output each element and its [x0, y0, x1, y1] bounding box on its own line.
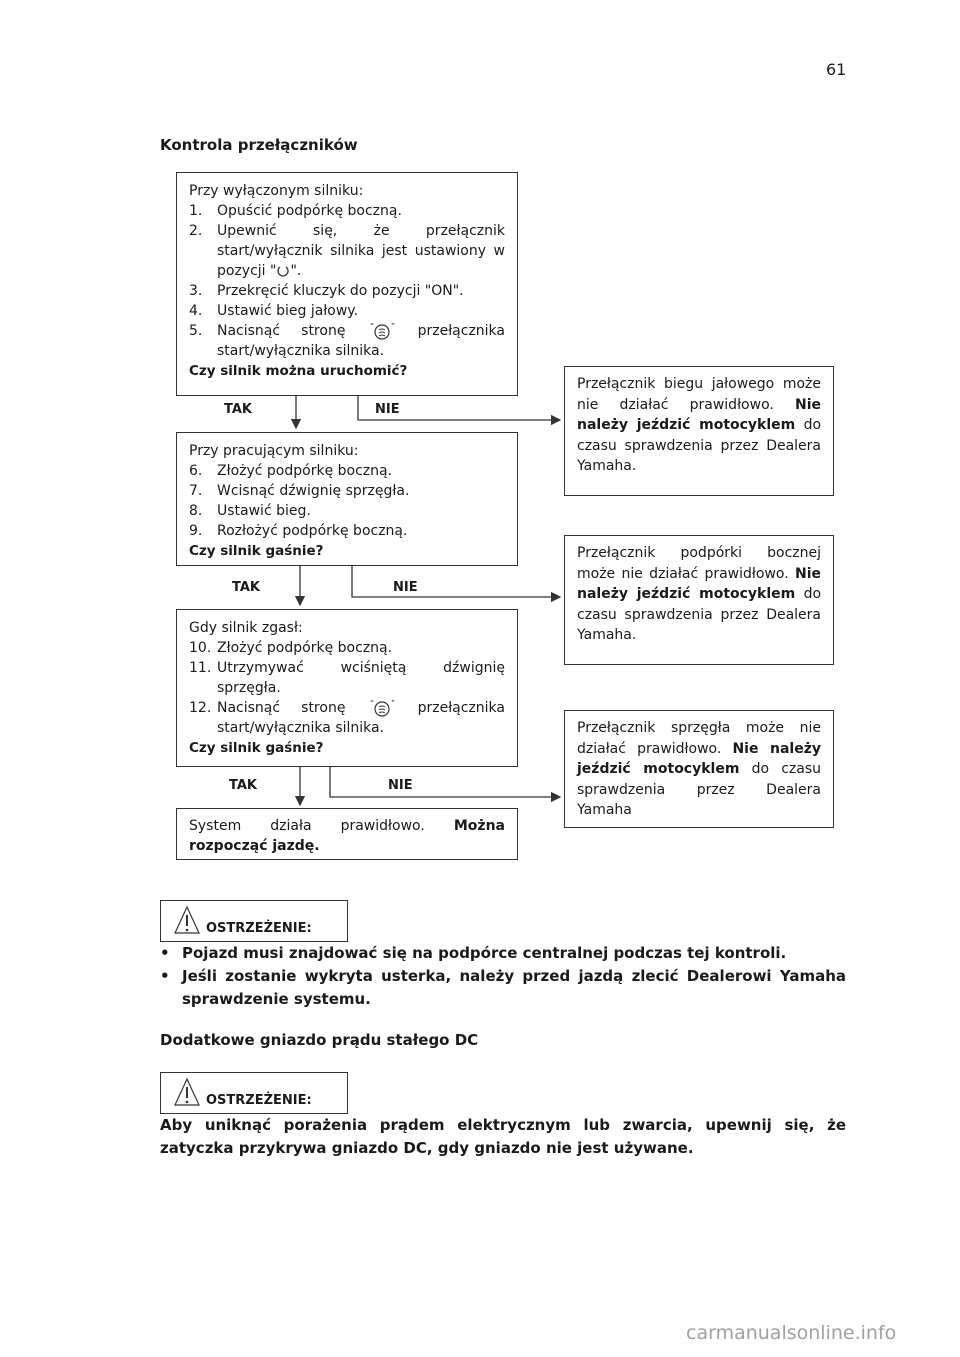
flow-box-engine-off	[176, 172, 518, 396]
svg-text:”: ”	[390, 699, 395, 708]
step-item: 2. Upewnić się, że przełącznik start/wyłącznik silnika jest ustawiony w pozycji " ".	[189, 223, 505, 279]
step-item: 3. Przekręcić kluczyk do pozycji "ON".	[189, 283, 464, 299]
step-item: 8. Ustawić bieg.	[189, 503, 311, 519]
box-question: Czy silnik można uruchomić?	[189, 363, 408, 379]
flow-box-system-ok: System działa prawidłowo. Można rozpocząć jazdę.	[176, 808, 518, 860]
label-yes: TAK	[229, 778, 257, 793]
engine-start-icon	[276, 263, 290, 279]
step-item: 6. Złożyć podpórkę boczną.	[189, 463, 393, 479]
warning-label: OSTRZEŻENIE:	[206, 1093, 312, 1108]
section-title: Dodatkowe gniazdo prądu stałego DC	[160, 1031, 479, 1049]
label-no: NIE	[393, 580, 418, 595]
step-item: 5. Nacisnąć stronę “ ” przełącznika start/wyłącznika silnika.	[189, 322, 505, 359]
warning-triangle-icon	[173, 905, 201, 935]
flow-box-engine-running	[176, 432, 518, 566]
box-intro: Przy wyłączonym silniku:	[189, 183, 364, 199]
arrow-no-3	[330, 767, 560, 797]
label-yes: TAK	[224, 402, 252, 417]
step-item: 7. Wcisnąć dźwignię sprzęgła.	[189, 483, 410, 499]
warning-bullets	[160, 942, 846, 1011]
label-yes: TAK	[232, 580, 260, 595]
step-item: 11. Utrzymywać wciśniętą dźwignię sprzęgła.	[189, 660, 505, 696]
box-intro: Przy pracującym silniku:	[189, 443, 359, 459]
warning-text: Aby uniknąć porażenia prądem elektrycznym lub zwarcia, upewnij się, że zatyczka przykrywa gniazdo DC, gdy gniazdo nie jest używane.	[160, 1116, 846, 1157]
page-number: 61	[826, 60, 847, 79]
step-item: 1. Opuścić podpórkę boczną.	[189, 203, 402, 219]
flow-box-engine-stopped	[176, 609, 518, 767]
arrow-no-2	[352, 566, 560, 597]
label-no: NIE	[388, 778, 413, 793]
warning-header	[160, 900, 348, 942]
start-button-icon	[367, 699, 397, 717]
section-title: Kontrola przełączników	[160, 136, 358, 154]
box-intro: Gdy silnik zgasł:	[189, 620, 303, 636]
side-box-sidestand-switch: Przełącznik podpórki bocznej może nie działać prawidłowo. Nie należy jeździć motocyklem do czasu sprawdzenia przez Dealera Yamaha.	[564, 535, 834, 665]
svg-text:“: “	[369, 699, 374, 708]
warning-header	[160, 1072, 348, 1114]
watermark: carmanualsonline.info	[686, 1322, 897, 1344]
step-item: 10. Złożyć podpórkę boczną.	[189, 640, 393, 656]
list-item: • Pojazd musi znajdować się na podpórce centralnej podczas tej kontroli.	[160, 944, 787, 962]
warning-label: OSTRZEŻENIE:	[206, 921, 312, 936]
box-question: Czy silnik gaśnie?	[189, 543, 324, 559]
warning-triangle-icon	[173, 1077, 201, 1107]
side-box-clutch-switch: Przełącznik sprzęgła może nie działać prawidłowo. Nie należy jeździć motocyklem do czasu sprawdzenia przez Dealera Yamaha	[564, 710, 834, 828]
side-box-neutral-switch: Przełącznik biegu jałowego może nie działać prawidłowo. Nie należy jeździć motocyklem do czasu sprawdzenia przez Dealera Yamaha.	[564, 366, 834, 496]
label-no: NIE	[375, 402, 400, 417]
box-question: Czy silnik gaśnie?	[189, 740, 324, 756]
step-item: 9. Rozłożyć podpórkę boczną.	[189, 523, 408, 539]
start-button-icon	[367, 322, 397, 340]
svg-text:”: ”	[390, 322, 395, 331]
list-item: • Jeśli zostanie wykryta usterka, należy przed jazdą zlecić Dealerowi Yamaha sprawdzenie systemu.	[160, 967, 846, 1008]
step-item: 4. Ustawić bieg jałowy.	[189, 303, 359, 319]
step-item: 12. Nacisnąć stronę “ ” przełącznika start/wyłącznika silnika.	[189, 699, 505, 736]
svg-text:“: “	[369, 322, 374, 331]
